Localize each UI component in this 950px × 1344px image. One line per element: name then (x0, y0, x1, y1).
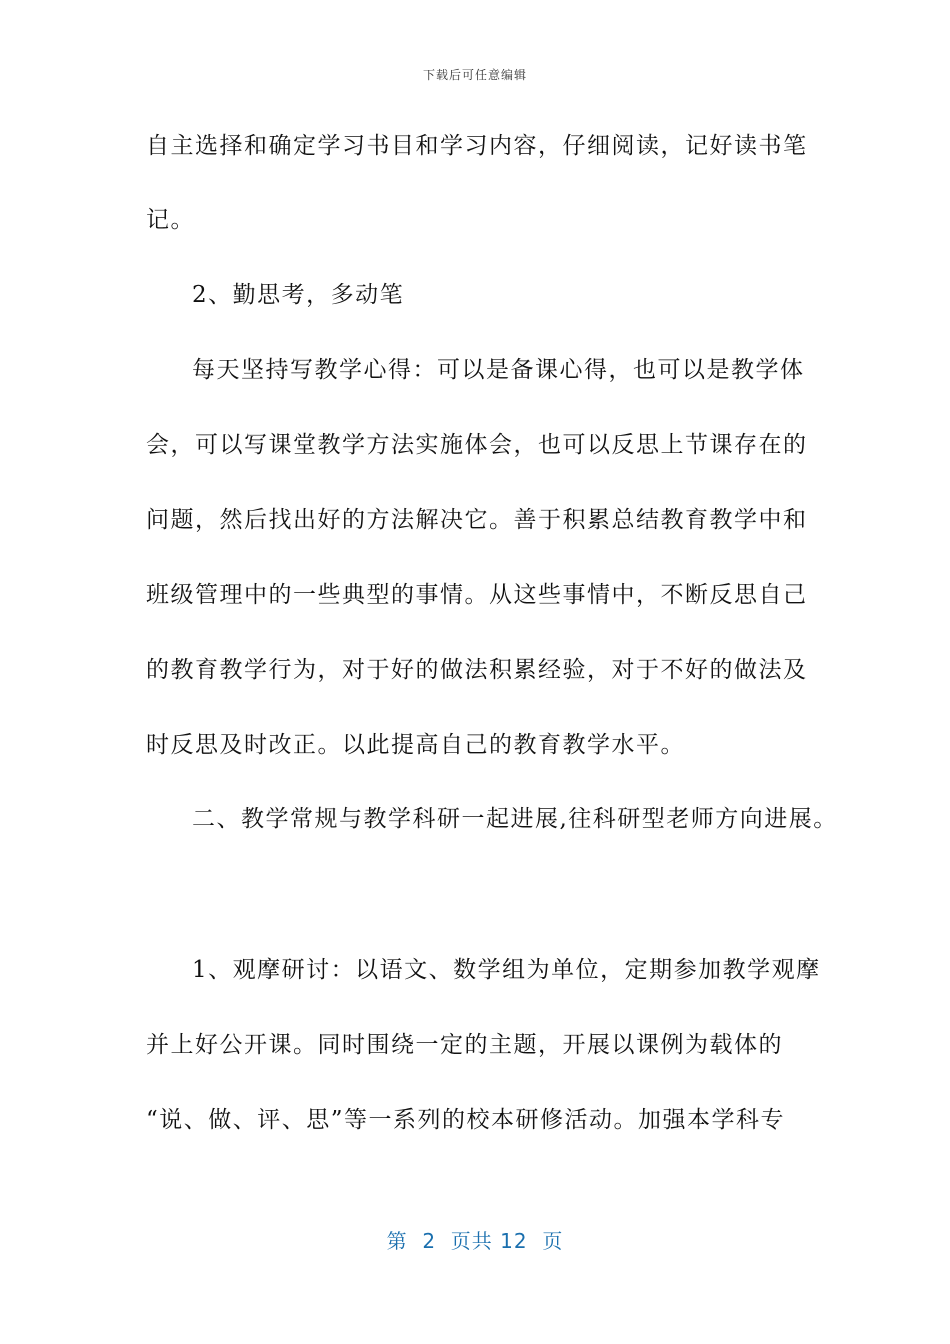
header-note: 下载后可任意编辑 (422, 68, 527, 82)
section-heading-two: 二、教学常规与教学科研一起进展,往科研型老师方向进展。 (192, 806, 838, 832)
page-number-footer: 第 2 页共 12 页 (386, 1229, 564, 1253)
text-line-6: 问题，然后找出好的方法解决它。善于积累总结教育教学中和 (146, 507, 808, 533)
text-line-9: 时反思及时改正。以此提高自己的教育教学水平。 (146, 732, 685, 758)
text-line-5: 会，可以写课堂教学方法实施体会，也可以反思上节课存在的 (146, 432, 808, 458)
text-line-11: 1、观摩研讨：以语文、数学组为单位，定期参加教学观摩 (192, 957, 821, 983)
text-line-13: “说、做、评、思”等一系列的校本研修活动。加强本学科专 (146, 1107, 786, 1133)
text-line-4: 每天坚持写教学心得：可以是备课心得，也可以是教学体 (192, 357, 805, 383)
text-line-2: 记。 (146, 207, 195, 233)
text-line-8: 的教育教学行为，对于好的做法积累经验，对于不好的做法及 (146, 657, 808, 683)
text-line-12: 并上好公开课。同时围绕一定的主题，开展以课例为载体的 (146, 1032, 783, 1058)
text-line-7: 班级管理中的一些典型的事情。从这些事情中，不断反思自己 (146, 582, 808, 608)
text-line-1: 自主选择和确定学习书目和学习内容，仔细阅读，记好读书笔 (146, 133, 808, 159)
section-heading-2: 2、勤思考，多动笔 (192, 282, 405, 308)
